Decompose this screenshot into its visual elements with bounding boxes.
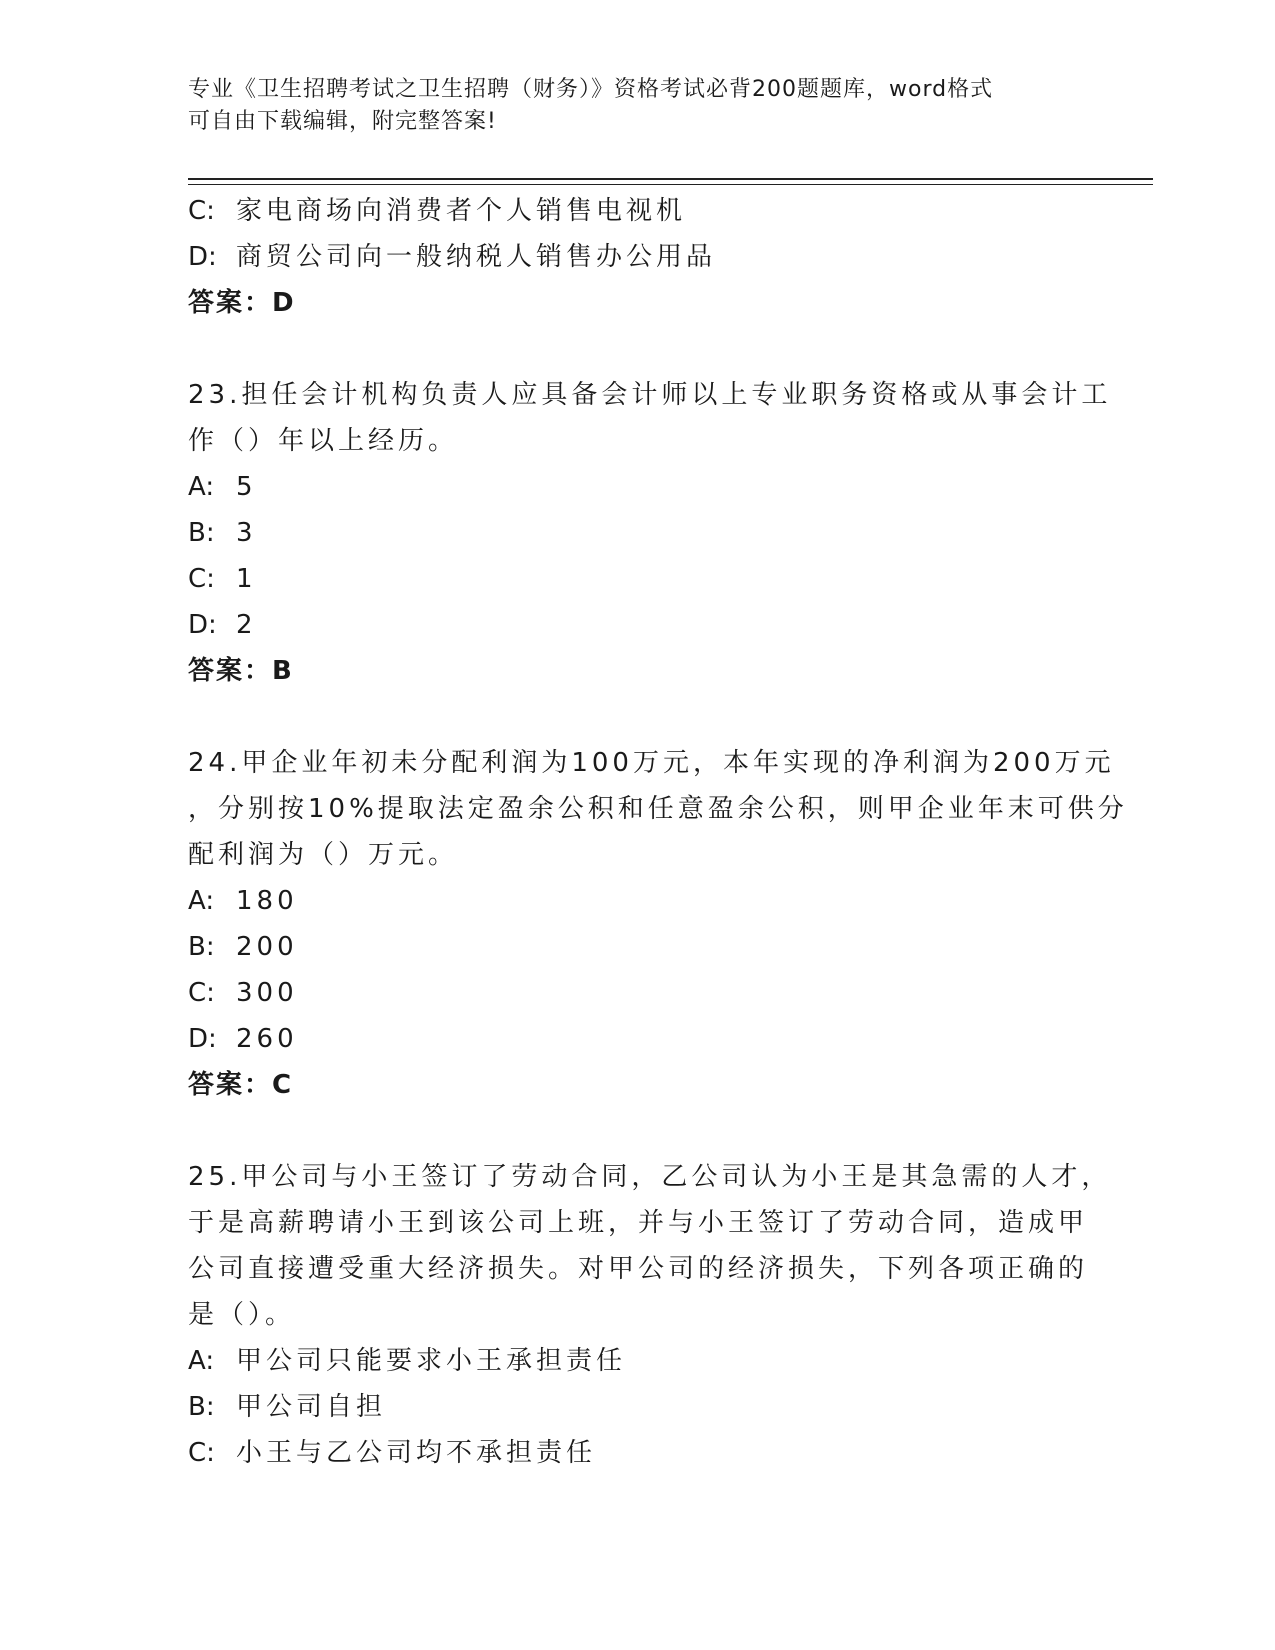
option-d xyxy=(188,602,1088,648)
option-key: D: xyxy=(188,1024,217,1054)
spacer xyxy=(188,1108,1088,1154)
option-b xyxy=(188,510,1088,556)
option-a xyxy=(188,464,1088,510)
document-header xyxy=(188,74,1068,138)
option-key: B: xyxy=(188,932,215,962)
option-text: 家电商场向消费者个人销售电视机 xyxy=(236,196,687,226)
option-text: 1 xyxy=(236,564,257,594)
option-c xyxy=(188,970,1088,1016)
header-divider-thick xyxy=(188,178,1153,180)
option-c xyxy=(188,188,1088,234)
option-d xyxy=(188,234,1088,280)
answer-line: 答案：C xyxy=(188,1070,294,1100)
header-line-1: 专业《卫生招聘考试之卫生招聘（财务）》资格考试必背200题题库，word格式 xyxy=(188,77,994,102)
question-stem-line: 配利润为（）万元。 xyxy=(188,840,459,870)
option-d xyxy=(188,1016,1088,1062)
option-text: 5 xyxy=(236,472,257,502)
option-key: A: xyxy=(188,886,215,916)
option-text: 300 xyxy=(236,978,298,1008)
question-stem-line: 23.担任会计机构负责人应具备会计师以上专业职务资格或从事会计工 xyxy=(188,380,1112,410)
option-c xyxy=(188,556,1088,602)
question-stem-line: 24.甲企业年初未分配利润为100万元，本年实现的净利润为200万元 xyxy=(188,748,1115,778)
option-text: 260 xyxy=(236,1024,298,1054)
option-text: 小王与乙公司均不承担责任 xyxy=(236,1438,597,1468)
option-key: C: xyxy=(188,978,215,1008)
question-23 xyxy=(188,372,1112,694)
option-key: B: xyxy=(188,518,215,548)
question-25 xyxy=(188,1154,1112,1476)
question-stem-line: 公司直接遭受重大经济损失。对甲公司的经济损失，下列各项正确的 xyxy=(188,1254,1089,1284)
question-22-tail xyxy=(188,188,1088,326)
option-key: B: xyxy=(188,1392,215,1422)
option-b xyxy=(188,924,1088,970)
question-stem-line: ，分别按10%提取法定盈余公积和任意盈余公积，则甲企业年末可供分 xyxy=(188,794,1128,824)
header-divider-thin xyxy=(188,184,1153,185)
option-text: 甲公司自担 xyxy=(236,1392,387,1422)
question-stem-line: 作（）年以上经历。 xyxy=(188,426,459,456)
option-text: 2 xyxy=(236,610,257,640)
option-key: A: xyxy=(188,1346,215,1376)
option-b xyxy=(188,1384,1088,1430)
question-stem-line: 是（）。 xyxy=(188,1300,296,1330)
option-a xyxy=(188,1338,1088,1384)
option-key: D: xyxy=(188,242,217,272)
question-content xyxy=(188,188,1128,1476)
option-text: 180 xyxy=(236,886,298,916)
option-a xyxy=(188,878,1088,924)
question-24 xyxy=(188,740,1128,1108)
answer-line: 答案：B xyxy=(188,656,294,686)
option-text: 商贸公司向一般纳税人销售办公用品 xyxy=(236,242,717,272)
answer-line: 答案：D xyxy=(188,288,296,318)
spacer xyxy=(188,694,1088,740)
question-stem-line: 于是高薪聘请小王到该公司上班，并与小王签订了劳动合同，造成甲 xyxy=(188,1208,1089,1238)
option-text: 甲公司只能要求小王承担责任 xyxy=(236,1346,627,1376)
option-text: 200 xyxy=(236,932,298,962)
option-key: C: xyxy=(188,196,215,226)
option-key: D: xyxy=(188,610,217,640)
question-stem-line: 25.甲公司与小王签订了劳动合同，乙公司认为小王是其急需的人才， xyxy=(188,1162,1112,1192)
option-c xyxy=(188,1430,1088,1476)
option-key: C: xyxy=(188,1438,215,1468)
option-text: 3 xyxy=(236,518,257,548)
option-key: C: xyxy=(188,564,215,594)
option-key: A: xyxy=(188,472,215,502)
header-line-2: 可自由下载编辑，附完整答案! xyxy=(188,109,497,134)
spacer xyxy=(188,326,1088,372)
